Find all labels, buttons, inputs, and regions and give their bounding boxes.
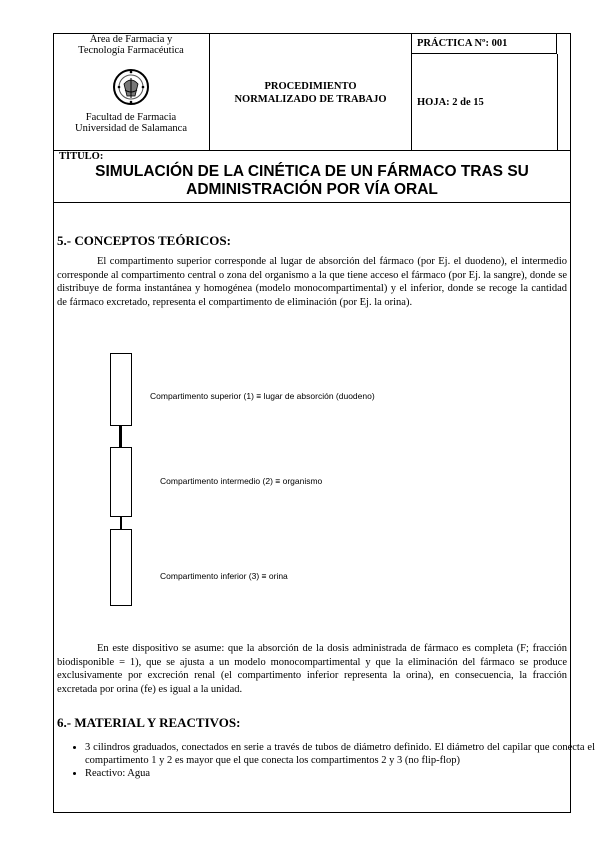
title-label: TÍTULO: <box>59 151 104 162</box>
practice-cell <box>412 34 571 151</box>
section5-paragraph2: En este dispositivo se asume: que la absorción de la dosis administrada de fármaco es completa (F; fracción biodisponible = 1), que se ajusta a un modelo monocompartimental y que la eliminación del fármaco se produce exclusivamente por excreción renal (el compartimento inferior representa la orina), en consecuencia, la fracción excretada por orina (fe) es igual a la unidad. <box>57 643 567 695</box>
connector-tube-2-3 <box>120 517 122 529</box>
title-line2: ADMINISTRACIÓN POR VÍA ORAL <box>186 181 438 198</box>
title-box <box>53 151 571 203</box>
procedure-line2: NORMALIZADO DE TRABAJO <box>234 93 387 105</box>
document-header <box>53 33 571 151</box>
connector-tube-1-2 <box>119 426 122 447</box>
materials-list <box>57 741 595 780</box>
document-title <box>53 163 571 199</box>
procedure-cell <box>210 34 412 151</box>
list-item: • Reactivo: Agua <box>85 767 595 780</box>
upper-compartment <box>110 353 132 426</box>
list-item: • 3 cilindros graduados, conectados en serie a través de tubos de diámetro definido. El diámetro del capilar que conecta el compartimento 1 y 2 es mayor que el que conecta los compartimentos 2 y 3 (no flip-flop) <box>85 741 595 767</box>
title-line1: SIMULACIÓN DE LA CINÉTICA DE UN FÁRMACO TRAS SU <box>95 163 529 180</box>
lower-compartment-label: Compartimento inferior (3) ≡ orina <box>160 571 288 581</box>
section5-heading: 5.- CONCEPTOS TEÓRICOS: <box>57 233 231 248</box>
area-line1: Área de Farmacia y <box>89 34 173 45</box>
faculty-line1: Facultad de Farmacia <box>85 112 177 123</box>
sheet-number: HOJA: 2 de 15 <box>417 97 484 108</box>
practice-number: PRÁCTICA Nº: 001 <box>412 34 557 54</box>
procedure-line1: PROCEDIMIENTO <box>264 80 357 92</box>
cell-divider <box>557 54 558 151</box>
area-line2: Tecnología Farmacéutica <box>78 45 184 56</box>
section5-paragraph1: El compartimento superior corresponde al lugar de absorción del fármaco (por Ej. el duodeno), el intermedio corresponde al compartimento central o zona del organismo a la que tiene acceso el fármaco (por Ej. la sangre), donde se distribuye de forma instantánea y homogénea (modelo monocompartimental) y el inferior, donde se recoge la cantidad de fármaco excretado, representa el compartimento de eliminación (por Ej. la orina). <box>57 256 567 308</box>
university-seal-icon <box>111 66 151 108</box>
section6-heading: 6.- MATERIAL Y REACTIVOS: <box>57 715 241 730</box>
institution-cell <box>53 34 210 151</box>
faculty-line2: Universidad de Salamanca <box>75 123 187 134</box>
middle-compartment <box>110 447 132 517</box>
middle-compartment-label: Compartimento intermedio (2) ≡ organismo <box>160 476 323 486</box>
upper-compartment-label: Compartimento superior (1) ≡ lugar de absorción (duodeno) <box>150 391 375 401</box>
lower-compartment <box>110 529 132 606</box>
